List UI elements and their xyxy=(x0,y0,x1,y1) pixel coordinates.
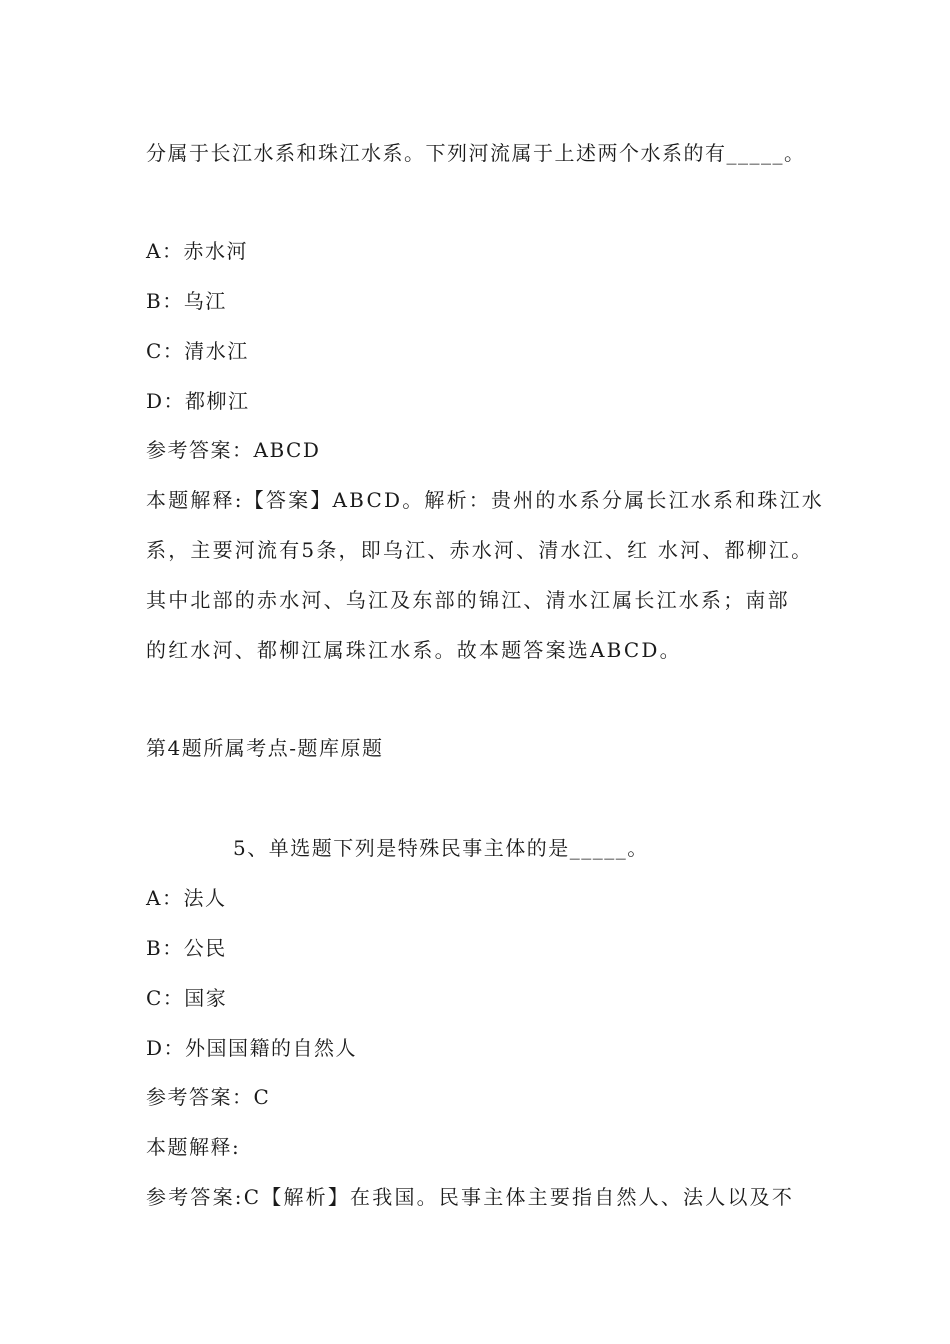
question-3-explanation-line-3: 其中北部的赤水河、乌江及东部的锦江、清水江属长江水系；南部 xyxy=(146,588,790,612)
question-5-option-c: C：国家 xyxy=(146,986,228,1010)
question-3-option-d: D：都柳江 xyxy=(146,389,250,413)
question-3-option-b: B：乌江 xyxy=(146,289,227,313)
question-3-answer: 参考答案：ABCD xyxy=(146,438,321,462)
question-3-option-c: C：清水江 xyxy=(146,339,249,363)
question-5-option-d: D：外国国籍的自然人 xyxy=(146,1036,358,1060)
question-3-explanation-line-1: 本题解释:【答案】ABCD。解析：贵州的水系分属长江水系和珠江水 xyxy=(146,488,824,512)
question-5-stem: 5、单选题下列是特殊民事主体的是_____。 xyxy=(233,836,649,860)
question-5-answer: 参考答案：C xyxy=(146,1085,271,1109)
question-5-option-b: B：公民 xyxy=(146,936,227,960)
question-5-explanation-line-1: 参考答案:C【解析】在我国。民事主体主要指自然人、法人以及不 xyxy=(146,1185,795,1209)
question-3-stem-tail: 分属于长江水系和珠江水系。下列河流属于上述两个水系的有_____。 xyxy=(146,141,806,165)
section-note: 第4题所属考点-题库原题 xyxy=(146,736,384,760)
question-3-explanation-line-4: 的红水河、都柳江属珠江水系。故本题答案选ABCD。 xyxy=(146,638,682,662)
question-5-option-a: A：法人 xyxy=(146,886,227,910)
question-3-explanation-line-2: 系，主要河流有5条，即乌江、赤水河、清水江、红 水河、都柳江。 xyxy=(146,538,814,562)
question-3-option-a: A：赤水河 xyxy=(146,239,248,263)
question-5-explanation-label: 本题解释: xyxy=(146,1135,241,1159)
